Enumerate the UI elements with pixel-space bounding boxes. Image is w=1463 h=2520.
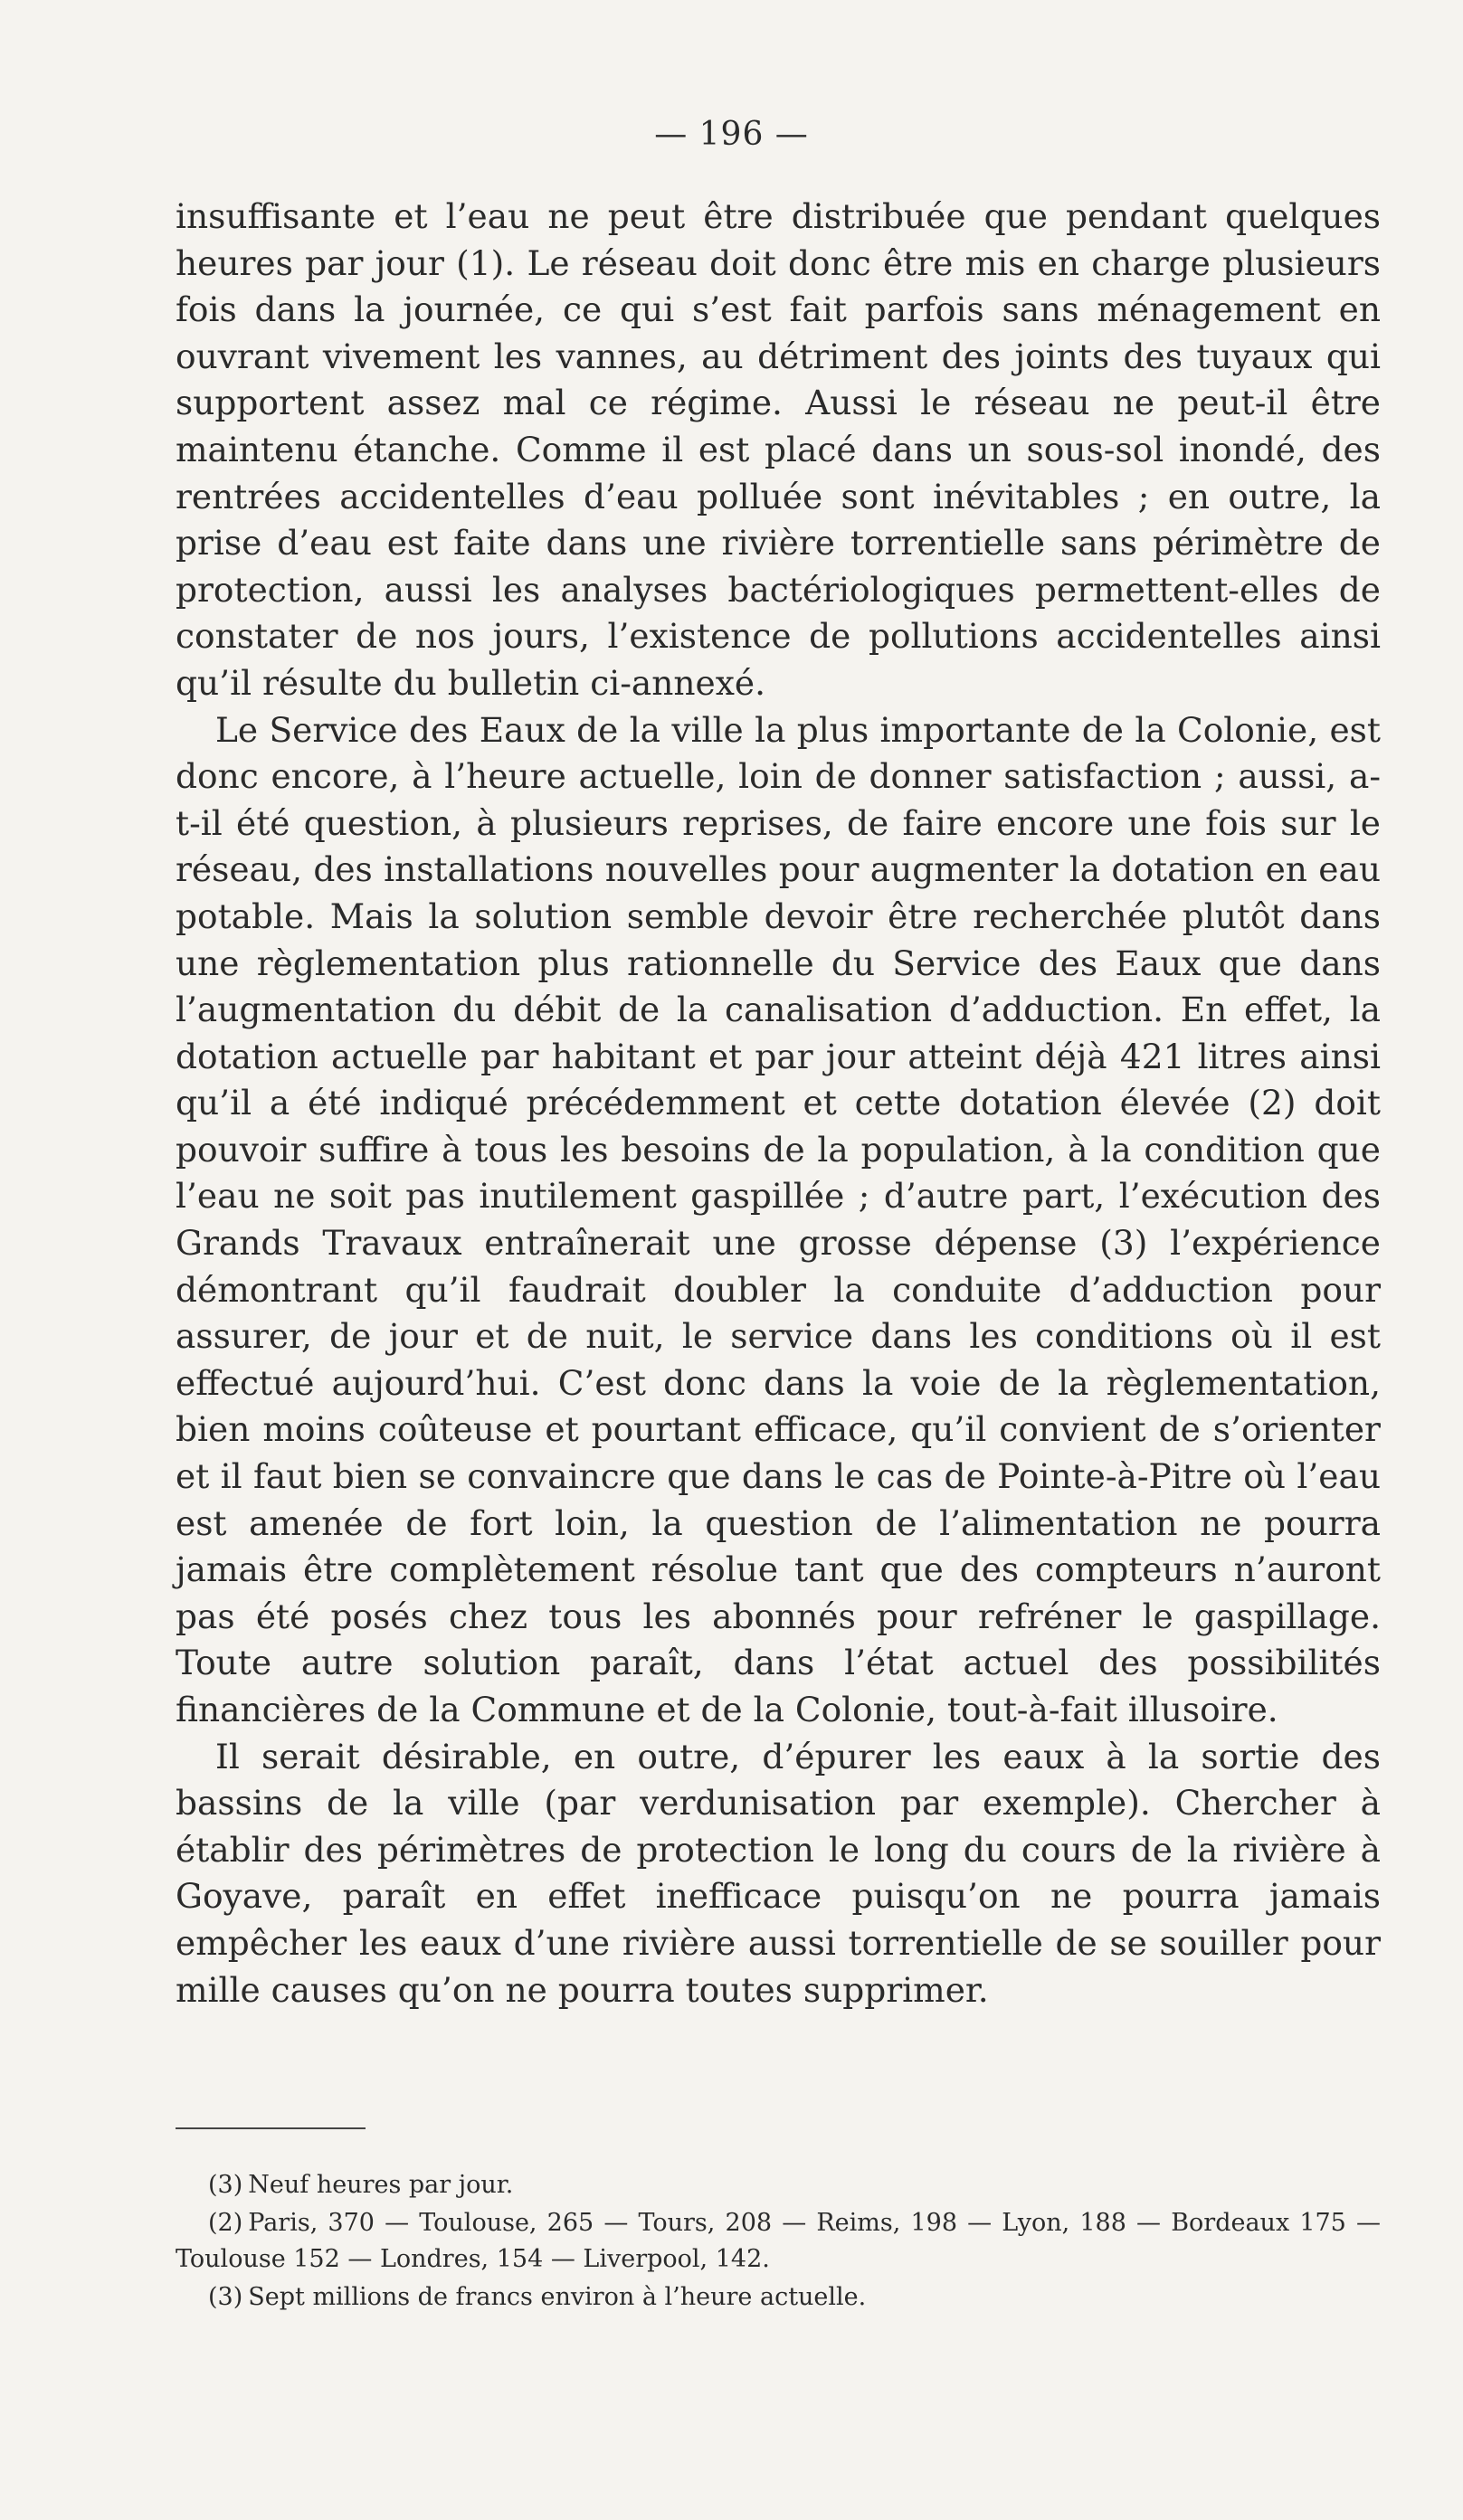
footnote — [176, 2167, 1381, 2203]
footnote-mark: (3) — [208, 2171, 243, 2199]
footnote-mark: (3) — [208, 2283, 243, 2311]
footnote — [176, 2279, 1381, 2316]
footnote-text: Paris, 370 — Toulouse, 265 — Tours, 208 — Reims, 198 — Lyon, 188 — Bordeaux 175 — Toulouse 152 — Londres, 154 — Liverpool, 142. — [176, 2209, 1381, 2273]
page-number: — 196 — — [654, 116, 809, 153]
footnote-text: Sept millions de francs environ à l’heure actuelle. — [248, 2283, 867, 2311]
paragraph: Le Service des Eaux de la ville la plus importante de la Colonie, est donc encore, à l’heure actuelle, loin de donner satisfaction ; aussi, a-t-il été question, à plusieurs reprises, de faire encore une fois sur le réseau, des installations nouvelles pour augmenter la dotation en eau potable. Mais la solution semble devoir être recherchée plutôt dans une règlementation plus rationnelle du Service des Eaux que dans l’augmentation du débit de la canalisation d’adduction. En effet, la dotation actuelle par habitant et par jour atteint déjà 421 litres ainsi qu’il a été indiqué précédemment et cette dotation élevée (2) doit pouvoir suffire à tous les besoins de la population, à la condition que l’eau ne soit pas inutilement gaspillée ; d’autre part, l’exécution des Grands Travaux entraînerait une grosse dépense (3) l’expérience démontrant qu’il faudrait doubler la conduite d’adduction pour assurer, de jour et de nuit, le service dans les conditions où il est effectué aujourd’hui. C’est donc dans la voie de la règlementation, bien moins coûteuse et pourtant efficace, qu’il convient de s’orienter et il faut bien se convaincre que dans le cas de Pointe-à-Pitre où l’eau est amenée de fort loin, la question de l’alimentation ne pourra jamais être complètement résolue tant que des compteurs n’auront pas été posés chez tous les abonnés pour refréner le gaspillage. Toute autre solution paraît, dans l’état actuel des possibilités financières de la Commune et de la Colonie, tout-à-fait illusoire. — [176, 709, 1381, 1729]
footnote-separator — [176, 2127, 366, 2129]
body-text — [176, 194, 1381, 2013]
footnote-text: Neuf heures par jour. — [248, 2171, 514, 2199]
footnote — [176, 2205, 1381, 2278]
paragraph: insuffisante et l’eau ne peut être distribuée que pendant quelques heures par jour (1). Le réseau doit donc être mis en charge plusieurs fois dans la journée, ce qui s’est fait parfois sans ménagement en ouvrant vivement les vannes, au détriment des joints des tuyaux qui supportent assez mal ce régime. Aussi le réseau ne peut-il être maintenu étanche. Comme il est placé dans un sous-sol inondé, des rentrées accidentelles d’eau polluée sont inévitables ; en outre, la prise d’eau est faite dans une rivière torrentielle sans périmètre de protection, aussi les analyses bactériologiques permettent-elles de constater de nos jours, l’existence de pollutions accidentelles ainsi qu’il résulte du bulletin ci-annexé. — [176, 196, 1381, 703]
footnote-mark: (2) — [208, 2209, 243, 2237]
footnotes — [176, 2167, 1381, 2317]
paragraph: Il serait désirable, en outre, d’épurer les eaux à la sortie des bassins de la ville (par verdunisation par exemple). Chercher à établir des périmètres de protection le long du cours de la rivière à Goyave, paraît en effet inefficace puisqu’on ne pourra jamais empêcher les eaux d’une rivière aussi torrentielle de se souiller pour mille causes qu’on ne pourra toutes supprimer. — [176, 1736, 1381, 2010]
